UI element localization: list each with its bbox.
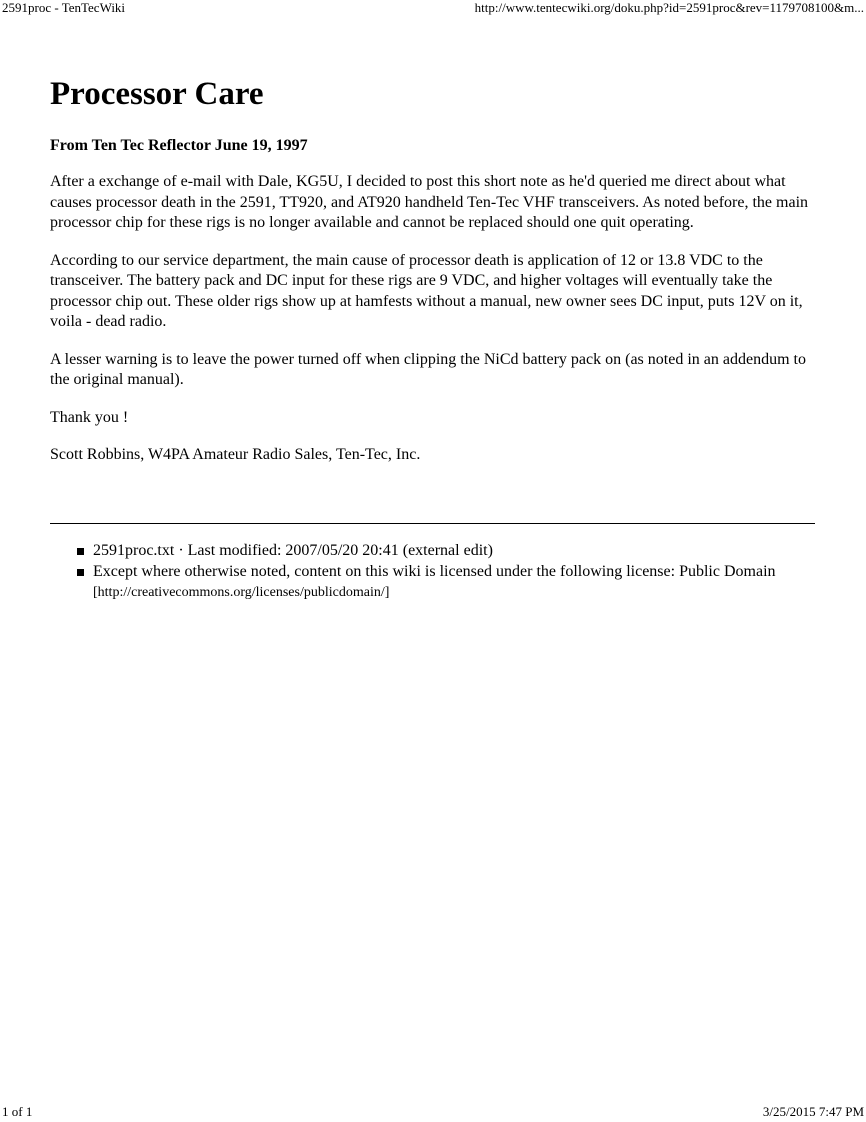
doc-info-license [93, 562, 866, 604]
license-link[interactable]: [http://creativecommons.org/licenses/publicdomain/] [93, 585, 390, 600]
last-modified-text: 2591proc.txt · Last modified: 2007/05/20 20:41 (external edit) [93, 542, 493, 559]
bullet-icon [77, 548, 84, 555]
article-paragraph-2: According to our service department, the main cause of processor death is application of 12 or 13.8 VDC to the transceiver. The battery pack and DC input for these rigs are 9 VDC, and higher voltages will eventually take the processor chip out. These older rigs show up at hamfests without a manual, new owner sees DC input, puts 12V on it, voila - dead radio. [50, 251, 803, 330]
article-content [50, 72, 816, 483]
print-header-url: http://www.tentecwiki.org/doku.php?id=2591proc&rev=1179708100&m... [474, 0, 864, 15]
print-footer-datetime: 3/25/2015 7:47 PM [762, 1104, 864, 1119]
article-signature: Scott Robbins, W4PA Amateur Radio Sales, Ten-Tec, Inc. [50, 446, 421, 463]
doc-info-modified [93, 541, 866, 562]
article-paragraph-1: After a exchange of e-mail with Dale, KG5U, I decided to post this short note as he'd queried me direct about what causes processor death in the 2591, TT920, and AT920 handheld Ten-Tec VHF transceivers. As noted before, the main processor chip for these rigs is no longer available and cannot be replaced should one quit operating. [50, 173, 809, 231]
print-header-title: 2591proc - TenTecWiki [2, 0, 126, 15]
article-paragraph-3: A lesser warning is to leave the power turned off when clipping the NiCd battery pack on (as noted in an addendum to the original manual). [50, 350, 806, 388]
footer-divider [50, 523, 815, 524]
doc-info-list [50, 541, 866, 604]
license-text: Except where otherwise noted, content on this wiki is licensed under the following license: Public Domain [93, 562, 776, 580]
page-title: Processor Care [50, 76, 264, 112]
article-subtitle: From Ten Tec Reflector June 19, 1997 [50, 137, 308, 154]
bullet-icon [77, 569, 84, 576]
article-paragraph-4: Thank you ! [50, 408, 129, 426]
print-footer-page: 1 of 1 [2, 1104, 33, 1119]
